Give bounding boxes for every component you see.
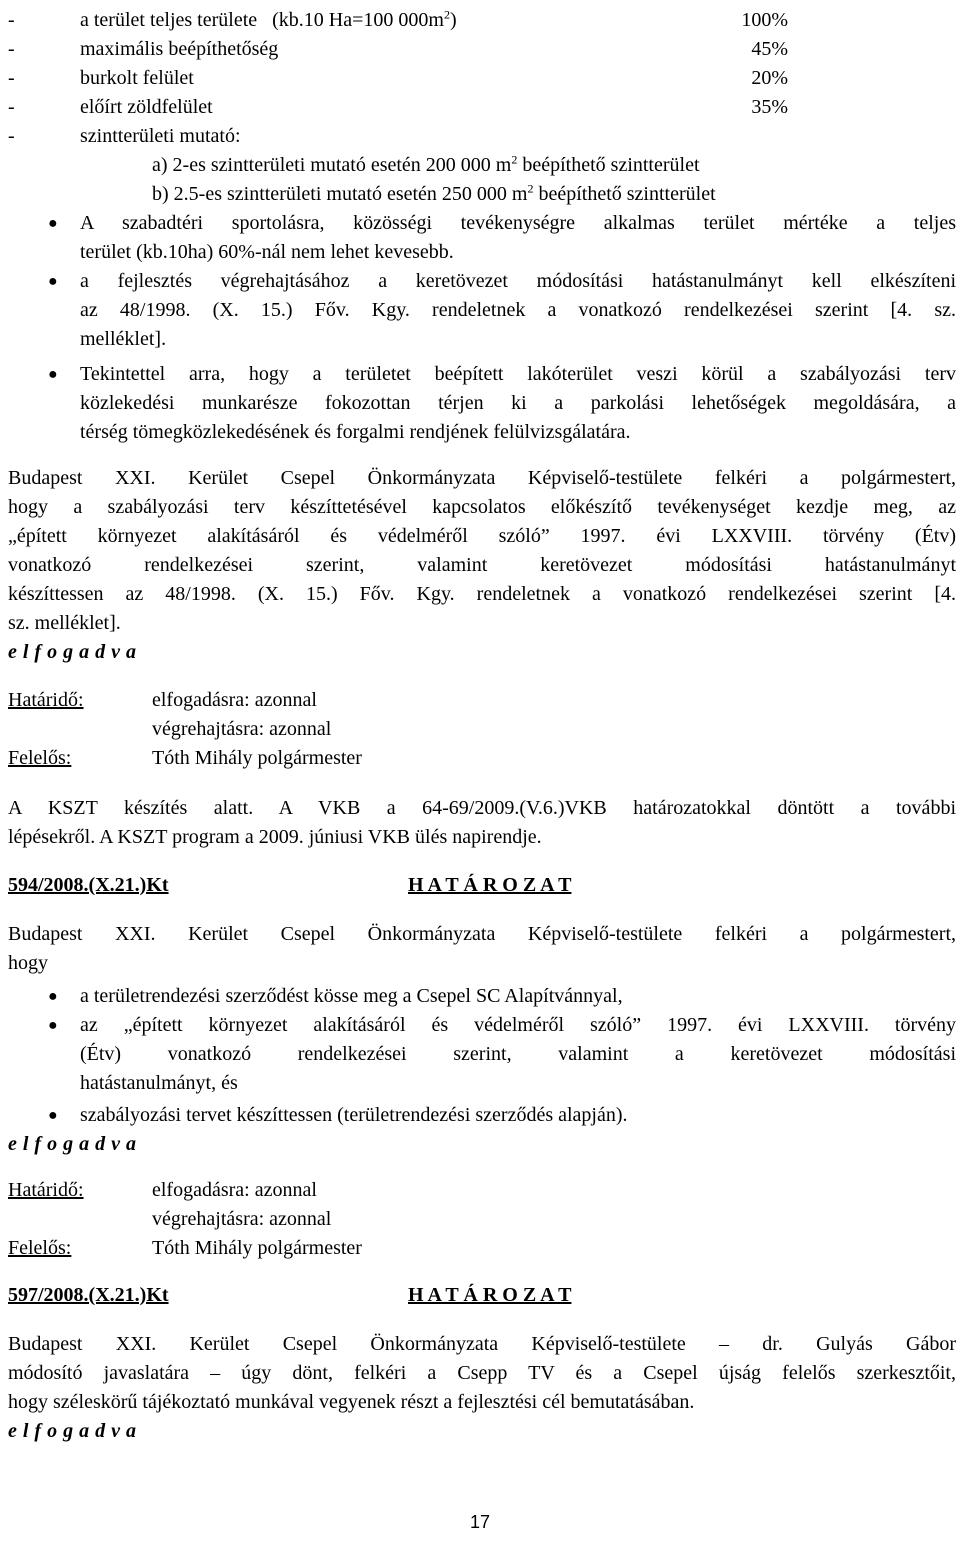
list-dash: - [8,96,15,118]
superscript: 2 [511,152,518,167]
responsible-label: Felelős: [8,1237,72,1259]
deadline-execute: végrehajtásra: azonnal [152,1208,332,1230]
deadline-label: Határidő: [8,1179,84,1201]
percent-value: 45% [751,38,788,60]
deadline-label: Határidő: [8,689,84,711]
list-dash: - [8,9,15,31]
bullet-text: az 48/1998. (X. 15.) Főv. Kgy. rendeletnek a vonatkozó rendelkezései szerint [4. sz. [80,299,956,321]
percent-value: 20% [751,67,788,89]
bullet-icon: ● [48,215,58,232]
responsible-label: Felelős: [8,747,72,769]
superscript: 2 [527,181,534,196]
elfogadva-label: elfogadva [8,641,142,663]
paragraph-line: Budapest XXI. Kerület Csepel Önkormányzata Képviselő-testülete – dr. Gulyás Gábor [8,1333,956,1355]
kszt-note: lépésekről. A KSZT program a 2009. júniusi VKB ülés napirendje. [8,826,542,848]
list-dash: - [8,67,15,89]
bullet-text: térség tömegközlekedésének és forgalmi rendjének felülvizsgálatára. [80,421,631,443]
elfogadva-label: elfogadva [8,1133,142,1155]
deadline-accept: elfogadásra: azonnal [152,1179,317,1201]
superscript: 2 [443,7,450,22]
deadline-accept: elfogadásra: azonnal [152,689,317,711]
page-number: 17 [469,1512,491,1532]
bullet-text: az „épített környezet alakításáról és védelméről szóló” 1997. évi LXXVIII. törvény [80,1014,956,1036]
sublist-text-end: beépíthető szintterület [533,183,716,205]
sublist-text: b) 2.5-es szintterületi mutató esetén 250 000 m [152,183,528,205]
bullet-text: Tekintettel arra, hogy a területet beépített lakóterület veszi körül a szabályozási terv [80,363,956,385]
responsible-name: Tóth Mihály polgármester [152,747,362,769]
resolution-number: 594/2008.(X.21.)Kt [8,874,169,896]
paragraph-line: hogy széleskörű tájékoztató munkával vegyenek részt a fejlesztési cél bemutatásában. [8,1391,695,1413]
sublist-item-b [152,180,716,209]
bullet-text: (Étv) vonatkozó rendelkezései szerint, valamint a keretövezet módosítási [80,1043,956,1065]
list-item-green: előírt zöldfelület [80,96,213,118]
list-item-total-area [80,6,457,35]
bullet-text: terület (kb.10ha) 60%-nál nem lehet kevesebb. [80,241,454,263]
resolution-number: 597/2008.(X.21.)Kt [8,1284,169,1306]
bullet-text: szabályozási tervet készíttessen (területrendezési szerződés alapján). [80,1104,628,1126]
sublist-text: a) 2-es szintterületi mutató esetén 200 000 m [152,154,512,176]
list-item-label: a terület teljes területe [80,9,258,31]
paragraph-line: „épített környezet alakításáról és védelméről szóló” 1997. évi LXXVIII. törvény (Étv) [8,525,956,547]
resolution-heading: H A T Á R O Z A T [408,874,572,896]
deadline-execute: végrehajtásra: azonnal [152,718,332,740]
bullet-text: melléklet]. [80,328,167,350]
list-item-note-end: ) [449,9,457,31]
resolution-heading: H A T Á R O Z A T [408,1284,572,1306]
bullet-text: a fejlesztés végrehajtásához a keretövezet módosítási hatástanulmányt kell elkészíteni [80,270,956,292]
paragraph-line: vonatkozó rendelkezései szerint, valamint keretövezet módosítási hatástanulmányt [8,554,956,576]
paragraph-line: Budapest XXI. Kerület Csepel Önkormányzata Képviselő-testülete felkéri a polgármestert, [8,467,956,489]
bullet-text: hatástanulmányt, és [80,1072,238,1094]
elfogadva-label: elfogadva [8,1420,142,1442]
kszt-note: A KSZT készítés alatt. A VKB a 64-69/2009.(V.6.)VKB határozatokkal döntött a további [8,797,956,819]
list-item-paved: burkolt felület [80,67,194,89]
percent-value: 100% [741,9,788,31]
sublist-item-a [152,151,700,180]
list-item-ratio: szintterületi mutató: [80,125,241,147]
bullet-text: A szabadtéri sportolásra, közösségi tevékenységre alkalmas terület mértéke a teljes [80,212,956,234]
list-dash: - [8,38,15,60]
responsible-name: Tóth Mihály polgármester [152,1237,362,1259]
paragraph-line: hogy [8,952,48,974]
paragraph-line: módosító javaslatára – úgy dönt, felkéri a Csepp TV és a Csepel újság felelős szerkesztőit, [8,1362,956,1384]
bullet-icon: ● [48,988,58,1005]
paragraph-line: sz. melléklet]. [8,612,121,634]
bullet-icon: ● [48,273,58,290]
paragraph-line: hogy a szabályozási terv készíttetésével kapcsolatos előkészítő tevékenységet kezdje meg, az [8,496,956,518]
bullet-icon: ● [48,366,58,383]
paragraph-line: készíttessen az 48/1998. (X. 15.) Főv. Kgy. rendeletnek a vonatkozó rendelkezései szerint [4. [8,583,956,605]
paragraph-line: Budapest XXI. Kerület Csepel Önkormányzata Képviselő-testülete felkéri a polgármestert, [8,923,956,945]
list-item-max-build: maximális beépíthetőség [80,38,279,60]
sublist-text-end: beépíthető szintterület [517,154,700,176]
percent-value: 35% [751,96,788,118]
bullet-icon: ● [48,1107,58,1124]
bullet-text: a területrendezési szerződést kösse meg a Csepel SC Alapítvánnyal, [80,985,623,1007]
bullet-icon: ● [48,1017,58,1034]
list-item-note: (kb.10 Ha=100 000m [272,9,444,31]
list-dash: - [8,125,15,147]
bullet-text: közlekedési munkarésze fokozottan térjen ki a parkolási lehetőségek megoldására, a [80,392,956,414]
